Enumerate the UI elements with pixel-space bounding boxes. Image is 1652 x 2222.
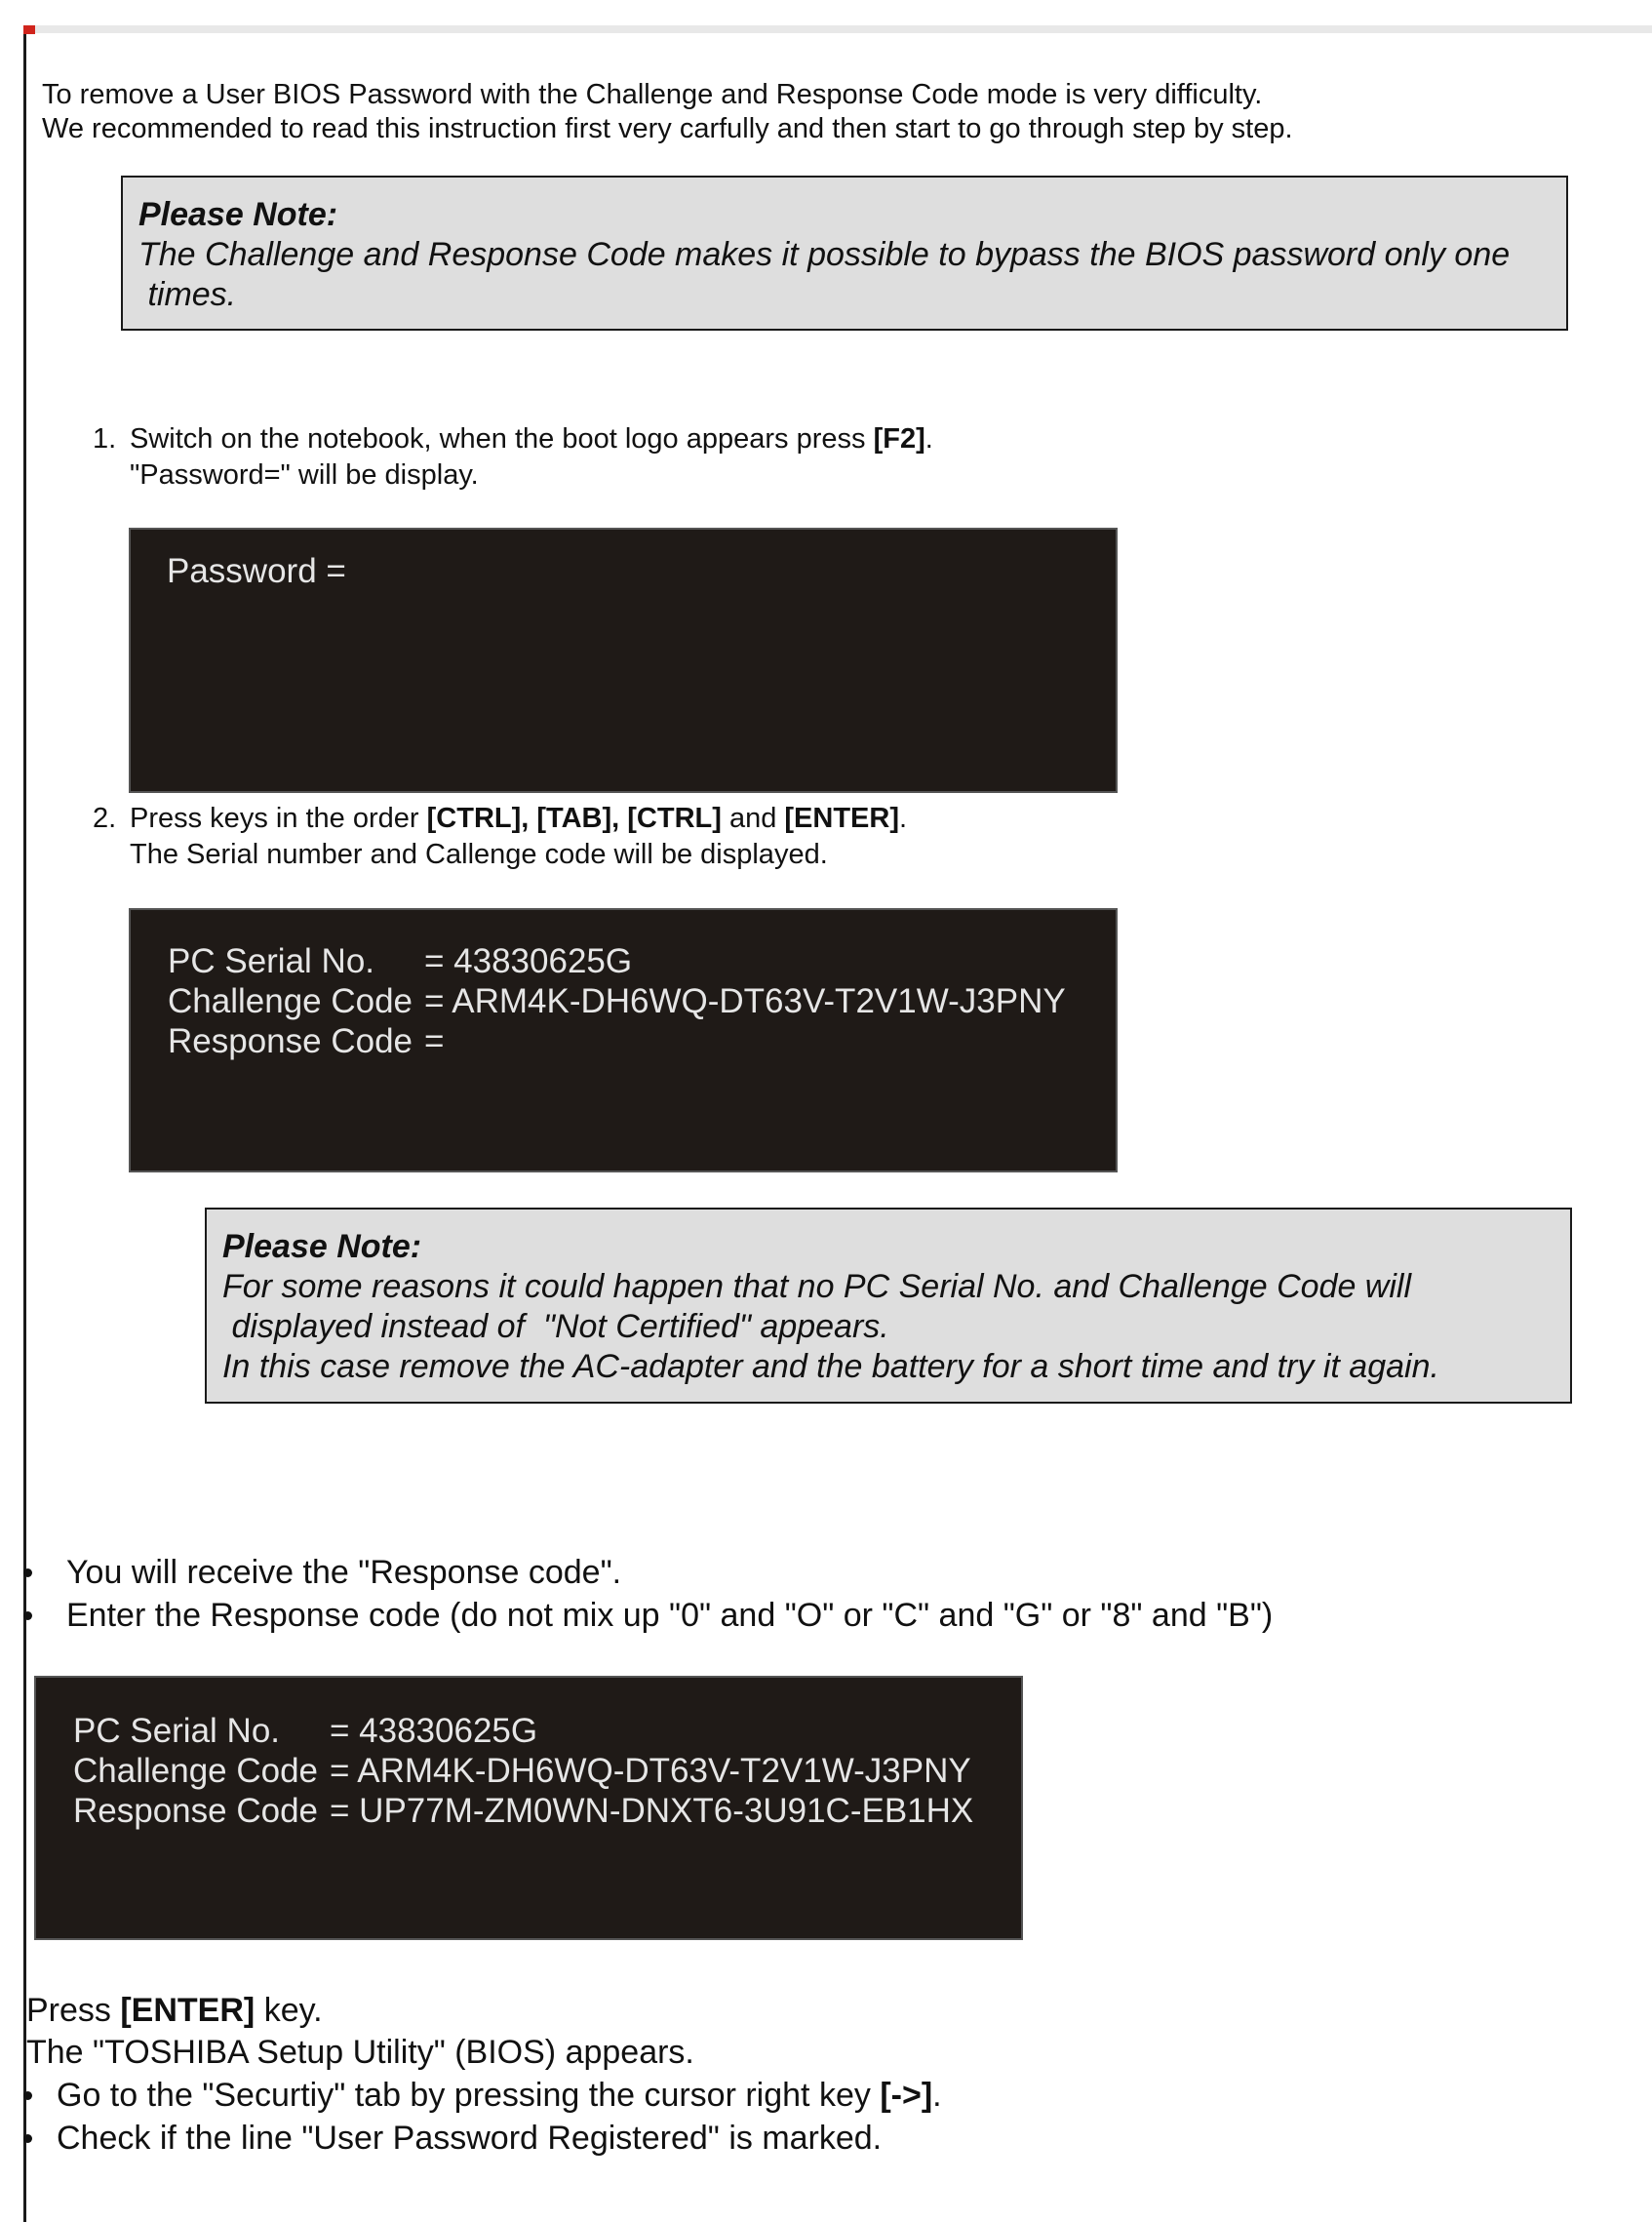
response-value: = [424, 1022, 445, 1060]
password-prompt: Password = [167, 552, 346, 590]
bullet-text: Go to the "Securtiy" tab by pressing the cursor right key [57, 2077, 881, 2114]
challenge-value: = ARM4K-DH6WQ-DT63V-T2V1W-J3PNY [424, 982, 1066, 1020]
step-text: Switch on the notebook, when the boot logo appears press [130, 423, 874, 455]
bios-screen-password [129, 528, 1118, 793]
serial-value: = 43830625G [424, 942, 633, 980]
response-value: = UP77M-ZM0WN-DNXT6-3U91C-EB1HX [330, 1792, 974, 1830]
step-text: The Serial number and Callenge code will be displayed. [130, 839, 828, 870]
step-text: . [924, 423, 933, 455]
final-text: key. [255, 1992, 323, 2029]
bios-screen-response [34, 1676, 1023, 1940]
list-item [23, 1551, 1273, 1594]
bios-screen-challenge [129, 908, 1118, 1172]
note-box-2 [205, 1208, 1572, 1404]
challenge-value: = ARM4K-DH6WQ-DT63V-T2V1W-J3PNY [330, 1752, 971, 1790]
step-number: 1. [93, 423, 117, 455]
intro-line-2: We recommended to read this instruction first very carfully and then start to go through step by step. [42, 113, 1293, 144]
bullet-dot [23, 1611, 32, 1620]
left-margin-rule [23, 25, 26, 2222]
key-f2: [F2] [873, 423, 925, 455]
response-label: Response Code [73, 1792, 318, 1830]
final-text: Press [26, 1992, 121, 2029]
key-enter: [ENTER] [120, 1992, 256, 2029]
serial-label: PC Serial No. [168, 942, 375, 980]
key-enter: [ENTER] [784, 803, 899, 834]
bullet-text: You will receive the "Response code". [66, 1554, 622, 1591]
bullet-list-response [23, 1551, 1273, 1637]
press-enter-line [26, 1989, 323, 2032]
list-item [23, 2074, 942, 2117]
list-item [23, 2117, 942, 2160]
challenge-label: Challenge Code [168, 982, 413, 1020]
step-text: and [721, 803, 785, 834]
bullet-dot [23, 2091, 32, 2100]
key-sequence: [CTRL], [TAB], [CTRL] [426, 803, 722, 834]
bullet-dot [23, 2134, 32, 2143]
red-corner-mark [23, 25, 35, 34]
bullet-dot [23, 1568, 32, 1577]
note-title: Please Note: [222, 1228, 422, 1265]
bullet-list-security [23, 2074, 942, 2160]
note-title: Please Note: [138, 196, 338, 233]
note-line: For some reasons it could happen that no PC Serial No. and Challenge Code will [222, 1268, 1412, 1305]
challenge-label: Challenge Code [73, 1752, 319, 1790]
response-label: Response Code [168, 1022, 413, 1060]
note-line: displayed instead of "Not Certified" appears. [222, 1308, 889, 1345]
top-rule [23, 25, 1652, 33]
note-line: In this case remove the AC-adapter and the battery for a short time and try it again. [222, 1348, 1439, 1385]
intro-line-1: To remove a User BIOS Password with the Challenge and Response Code mode is very difficulty. [42, 79, 1263, 110]
bullet-text: Check if the line "User Password Registered" is marked. [57, 2120, 883, 2157]
bullet-text: . [932, 2077, 942, 2114]
serial-value: = 43830625G [330, 1712, 538, 1750]
step-text: Press keys in the order [130, 803, 427, 834]
note-line: The Challenge and Response Code makes it possible to bypass the BIOS password only one [138, 236, 1511, 273]
note-box-1 [121, 176, 1568, 331]
key-right: [->] [880, 2077, 933, 2114]
serial-label: PC Serial No. [73, 1712, 281, 1750]
step-text: "Password=" will be display. [130, 459, 479, 491]
step-number: 2. [93, 803, 117, 834]
bullet-text: Enter the Response code (do not mix up "0" and "O" or "C" and "G" or "8" and "B") [66, 1597, 1274, 1634]
list-item [23, 1594, 1273, 1637]
step-text: . [899, 803, 908, 834]
setup-utility-line: The "TOSHIBA Setup Utility" (BIOS) appears. [26, 2034, 694, 2071]
note-line: times. [138, 276, 237, 313]
